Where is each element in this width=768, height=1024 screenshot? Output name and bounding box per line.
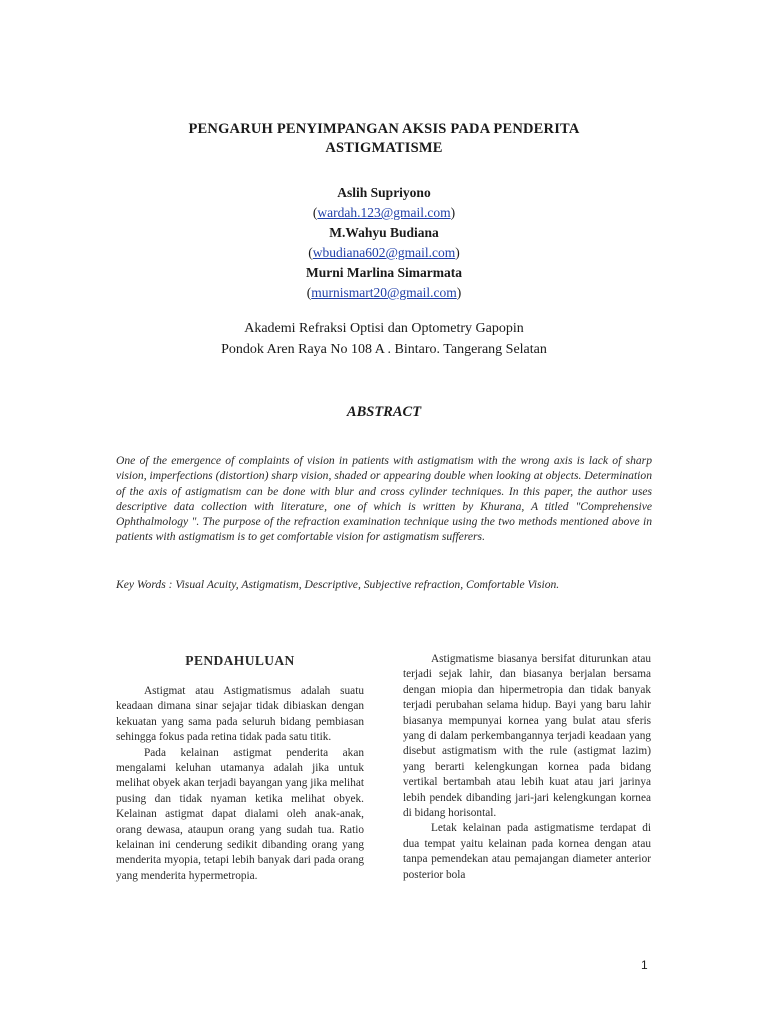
author-email-link[interactable]: wardah.123@gmail.com — [317, 205, 451, 220]
paper-title — [0, 120, 768, 158]
body-paragraph: Astigmatisme biasanya bersifat diturunkan atau terjadi sejak lahir, dan biasanya berjalan bersama dengan miopia dan hipermetropia dan tidak banyak terjadi perubahan selama hidup. Bayi yang baru lahir biasanya mempunyai kornea yang bulat atau sferis yang di dalam perkembangannya terjadi keadaan yang disebut astigmatism with the rule (astigmat lazim) yang berarti kelengkungan kornea pada bidang vertikal bertambah atau lebih kuat atau jari jarinya lebih pendek dibanding jari-jari kelengkungan kornea di bidang horisontal. — [403, 653, 651, 820]
author-email-line: (wbudiana602@gmail.com) — [308, 245, 460, 260]
author-name: M.Wahyu Budiana — [329, 225, 439, 240]
keywords: Key Words : Visual Acuity, Astigmatism, Descriptive, Subjective refraction, Comfortable Vision. — [116, 578, 560, 591]
author-email-line: (murnismart20@gmail.com) — [306, 285, 462, 300]
affiliation — [0, 318, 768, 360]
affiliation-institution: Akademi Refraksi Optisi dan Optometry Gapopin — [244, 321, 524, 336]
paper-title-text: PENGARUH PENYIMPANGAN AKSIS PADA PENDERITA ASTIGMATISME — [188, 121, 580, 156]
author-name: Aslih Supriyono — [337, 185, 431, 200]
right-column — [403, 652, 651, 883]
author-email-link[interactable]: murnismart20@gmail.com — [311, 285, 457, 300]
abstract-heading: ABSTRACT — [346, 404, 422, 420]
body-paragraph: Astigmat atau Astigmatismus adalah suatu keadaan dimana sinar sejajar tidak dibiaskan dengan kekuatan yang sama pada seluruh bidang pembiasan sehingga fokus pada retina tidak pada satu titik. — [116, 685, 364, 744]
author-email-line: (wardah.123@gmail.com) — [312, 205, 456, 220]
section-heading: PENDAHULUAN — [185, 653, 295, 668]
author-list — [0, 183, 768, 303]
author-name: Murni Marlina Simarmata — [306, 265, 462, 280]
abstract-text: One of the emergence of complaints of vision in patients with astigmatism with the wrong axis is lack of sharp vision, imperfections (distortion) sharp vision, shaded or appearing double when looking at objects. Determination of the axis of astigmatism can be done with blur and cross cylinder techniques. In this paper, the author uses descriptive data collection with literature, one of which is written by Khurana, A titled "Comprehensive Ophthalmology ". The purpose of the refraction examination technique using the two methods mentioned above in patients with astigmatism is to get comfortable vision for astigmatism sufferers. — [116, 454, 652, 544]
affiliation-address: Pondok Aren Raya No 108 A . Bintaro. Tangerang Selatan — [221, 342, 547, 357]
left-column — [116, 652, 364, 884]
body-paragraph: Letak kelainan pada astigmatisme terdapat di dua tempat yaitu kelainan pada kornea dengan atau tanpa pemendekan atau pemajangan diameter anterior posterior bola — [403, 822, 651, 881]
page-number: 1 — [641, 958, 648, 972]
body-paragraph: Pada kelainan astigmat penderita akan mengalami keluhan utamanya adalah jika untuk melihat obyek akan terjadi bayangan yang jika melihat pusing dan tidak nyaman ketika melihat obyek. Kelainan astigmat dapat dialami oleh anak-anak, orang dewasa, ataupun orang yang sudah tua. Ratio kelainan ini cenderung sedikit dibanding orang yang menderita myopia, tetapi lebih banyak dari pada orang yang menderita hypermetropia. — [116, 746, 364, 882]
author-email-link[interactable]: wbudiana602@gmail.com — [312, 245, 456, 260]
